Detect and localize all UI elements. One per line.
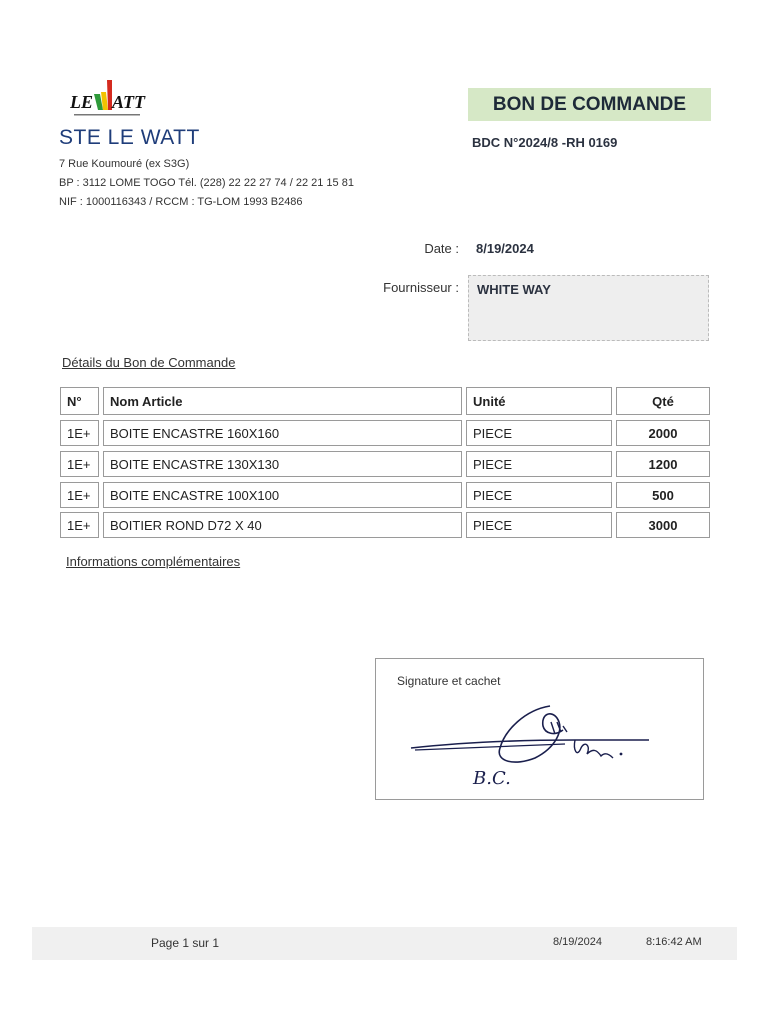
additional-info-title: Informations complémentaires: [66, 554, 241, 569]
svg-text:ATT: ATT: [112, 92, 146, 112]
row-number: 1E+: [60, 482, 99, 508]
footer-page-number: Page 1 sur 1: [151, 936, 220, 950]
row-unit: PIECE: [466, 420, 612, 446]
supplier-value: WHITE WAY: [477, 282, 551, 297]
row-number: 1E+: [60, 420, 99, 446]
footer-print-time: 8:16:42 AM: [646, 936, 702, 948]
row-article: BOITE ENCASTRE 100X100: [103, 482, 462, 508]
company-contact: BP : 3112 LOME TOGO Tél. (228) 22 22 27 74 / 22 21 15 81: [59, 177, 354, 189]
document-title: BON DE COMMANDE: [468, 88, 711, 121]
date-value: 8/19/2024: [476, 241, 534, 256]
col-header-number: N°: [60, 387, 99, 415]
details-section-title: Détails du Bon de Commande: [62, 355, 236, 370]
row-article: BOITE ENCASTRE 130X130: [103, 451, 462, 477]
col-header-qty: Qté: [616, 387, 710, 415]
row-number: 1E+: [60, 512, 99, 538]
col-header-unit: Unité: [466, 387, 612, 415]
handwritten-signature: [405, 700, 665, 792]
signature-label: Signature et cachet: [397, 674, 501, 688]
row-article: BOITE ENCASTRE 160X160: [103, 420, 462, 446]
signature-initials: B.C.: [473, 768, 511, 789]
company-name: STE LE WATT: [59, 126, 200, 149]
supplier-label: Fournisseur :: [383, 280, 459, 295]
footer-print-date: 8/19/2024: [553, 936, 602, 948]
row-qty: 1200: [616, 451, 710, 477]
company-ids: NIF : 1000116343 / RCCM : TG-LOM 1993 B2486: [59, 196, 303, 208]
page-footer: [32, 927, 737, 960]
row-qty: 2000: [616, 420, 710, 446]
row-unit: PIECE: [466, 482, 612, 508]
order-number: BDC N°2024/8 -RH 0169: [472, 135, 618, 150]
row-number: 1E+: [60, 451, 99, 477]
row-qty: 3000: [616, 512, 710, 538]
row-unit: PIECE: [466, 512, 612, 538]
svg-text:LE: LE: [70, 92, 94, 112]
le-watt-logo: [70, 78, 148, 122]
row-qty: 500: [616, 482, 710, 508]
row-unit: PIECE: [466, 451, 612, 477]
row-article: BOITIER ROND D72 X 40: [103, 512, 462, 538]
date-label: Date :: [424, 241, 459, 256]
col-header-article: Nom Article: [103, 387, 462, 415]
company-address: 7 Rue Koumouré (ex S3G): [59, 158, 190, 170]
